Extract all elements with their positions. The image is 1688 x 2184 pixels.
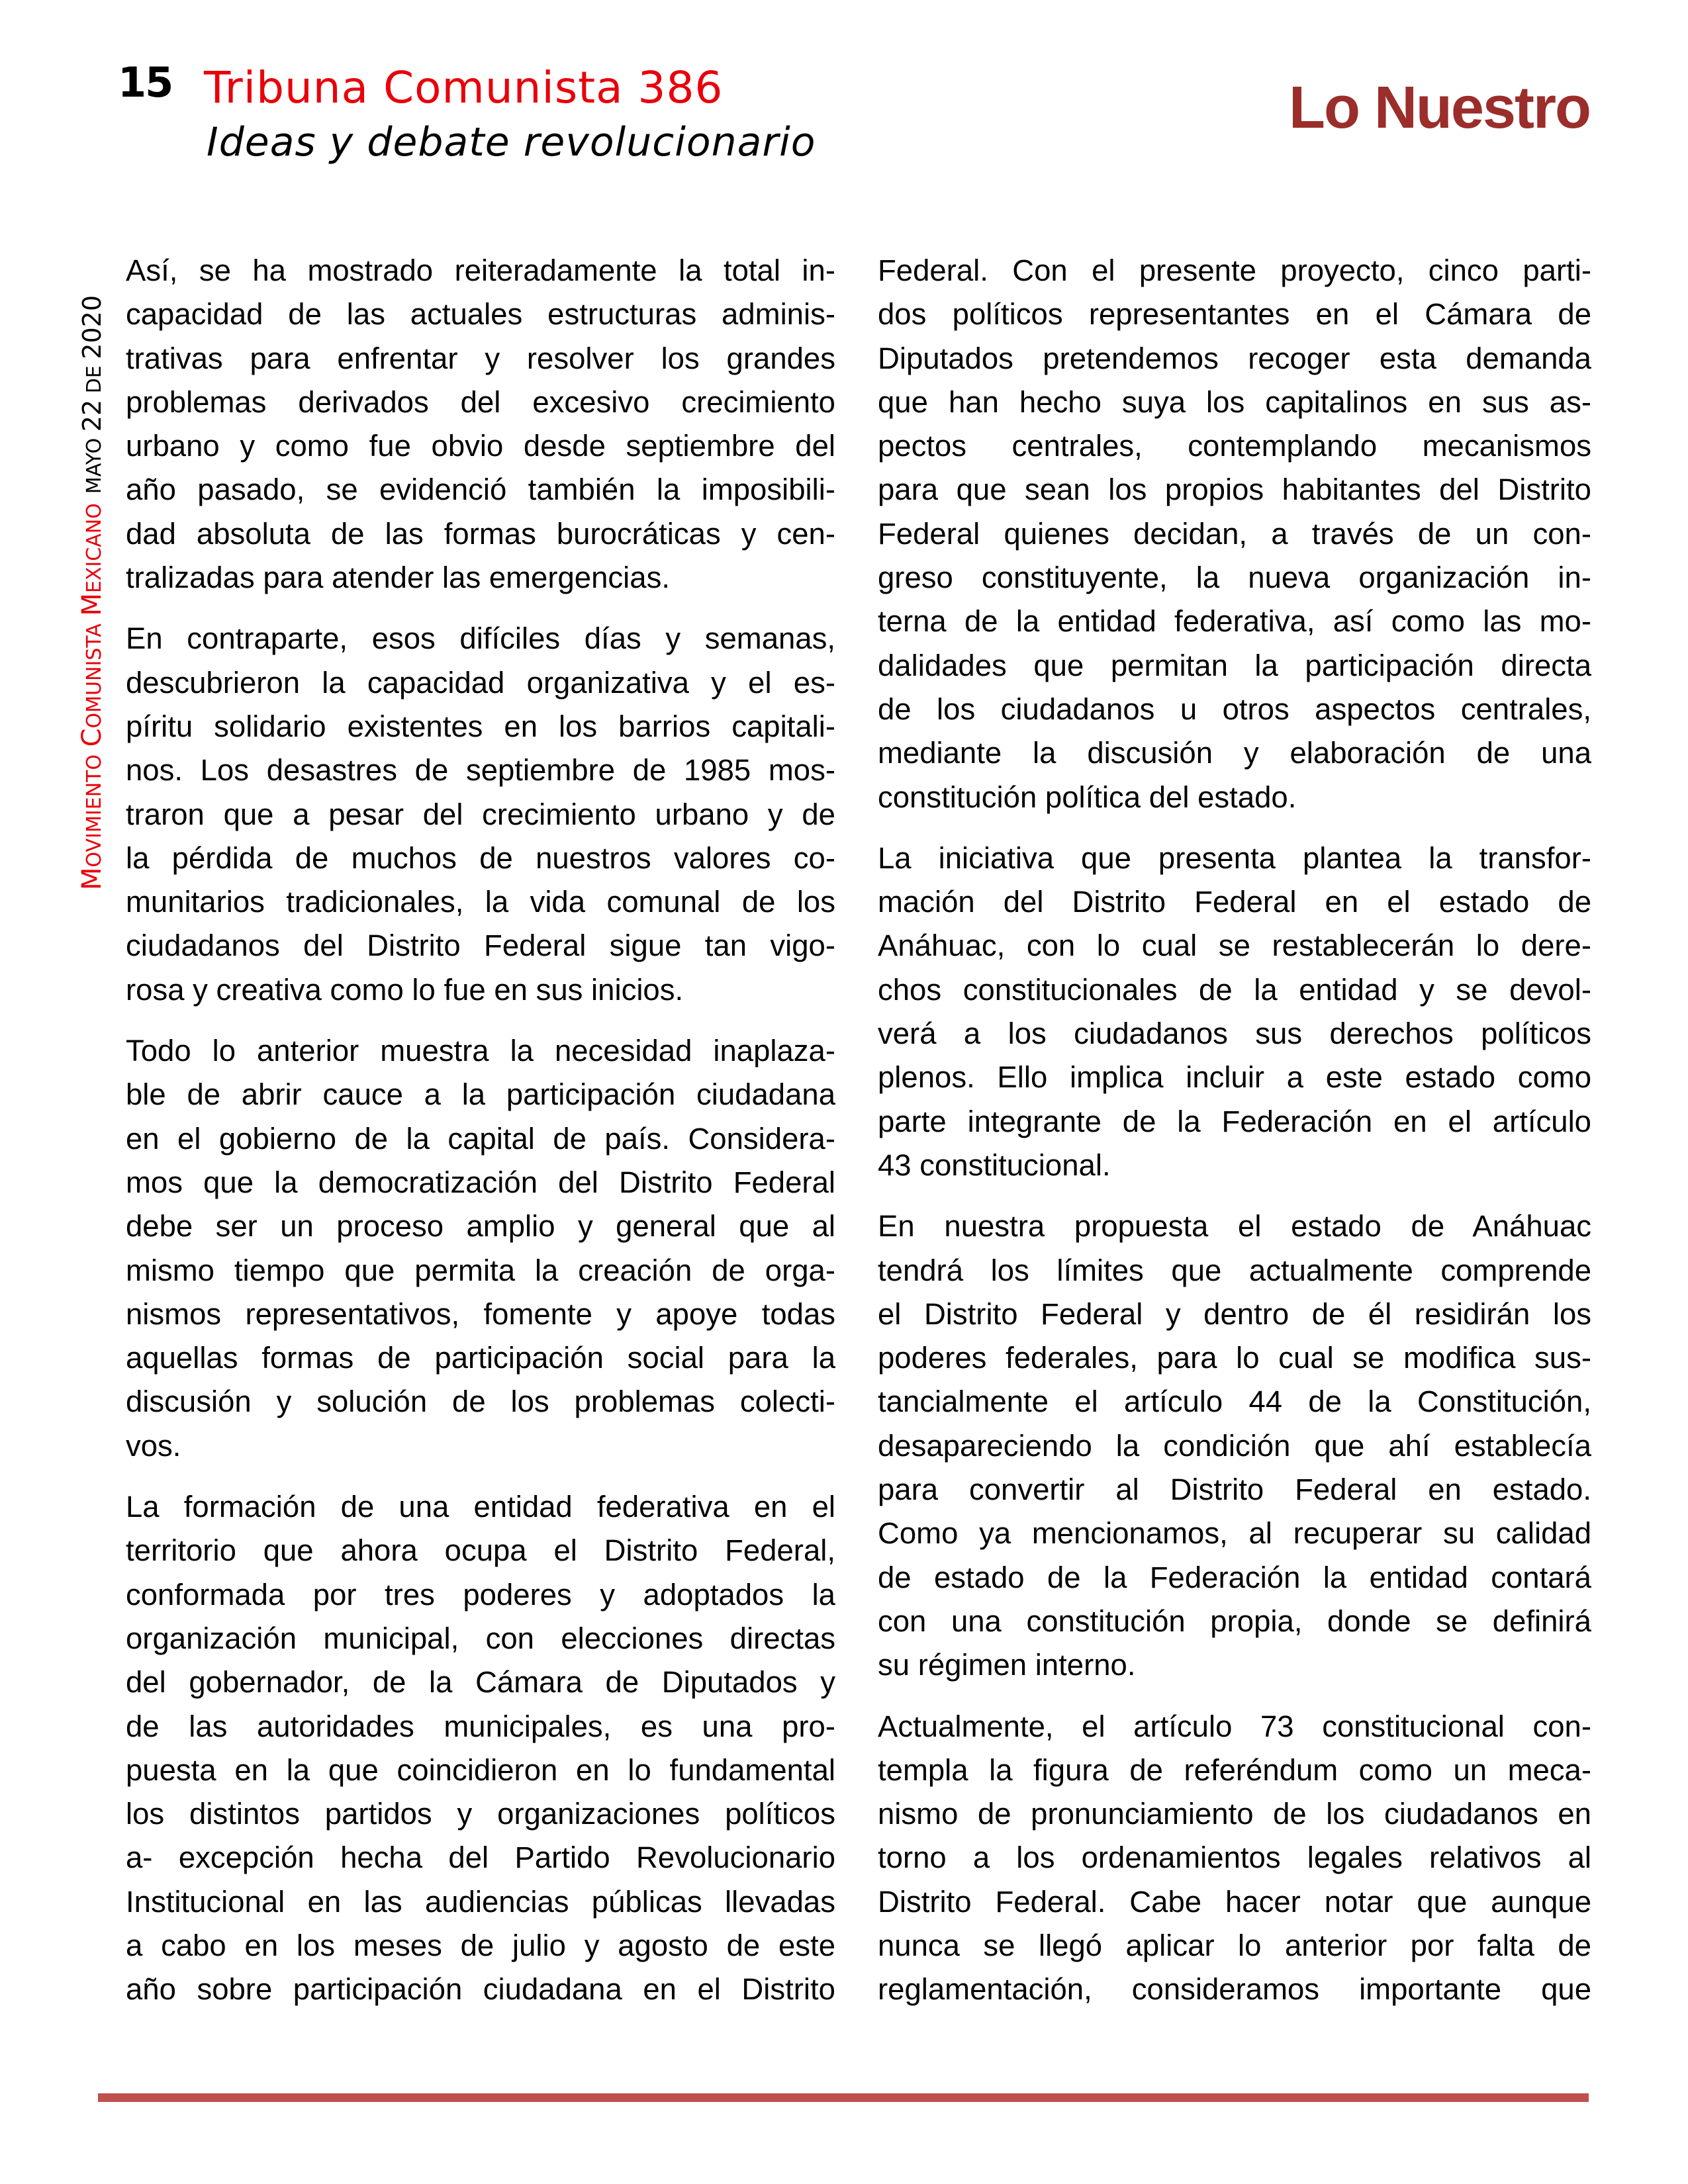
text-line: La iniciativa que presenta plantea la transfor- — [878, 841, 1591, 875]
text-line: traron que a pesar del crecimiento urbano y de — [126, 797, 835, 831]
text-line: La formación de una entidad federativa en el — [126, 1490, 835, 1524]
text-line: de los ciudadanos u otros aspectos centrales, — [878, 692, 1591, 726]
text-line: descubrieron la capacidad organizativa y el es- — [126, 665, 835, 700]
text-line: año sobre participación ciudadana en el Distrito — [126, 1972, 835, 2007]
text-line: greso constituyente, la nueva organización in- — [878, 561, 1591, 595]
text-line: reglamentación, consideramos importante que — [878, 1972, 1591, 2007]
text-line: tralizadas para atender las emergencias. — [126, 561, 670, 595]
text-line: vos. — [126, 1428, 181, 1463]
text-line: Diputados pretendemos recoger esta demanda — [878, 341, 1591, 375]
text-line: tendrá los límites que actualmente comprende — [878, 1253, 1591, 1287]
text-line: dad absoluta de las formas burocráticas y cen- — [126, 516, 835, 551]
article-column-left — [126, 249, 835, 2029]
article-paragraph — [878, 837, 1591, 1187]
text-line: dalidades que permitan la participación directa — [878, 648, 1591, 682]
text-line: puesta en la que coincidieron en lo fundamental — [126, 1752, 835, 1787]
text-line: discusión y solución de los problemas colecti- — [126, 1385, 835, 1419]
text-line: poderes federales, para lo cual se modifica sus- — [878, 1341, 1591, 1375]
text-line: los distintos partidos y organizaciones políticos — [126, 1797, 835, 1831]
text-line: mación del Distrito Federal en el estado de — [878, 885, 1591, 919]
text-line: de las autoridades municipales, es una pro- — [126, 1709, 835, 1743]
text-line: nos. Los desastres de septiembre de 1985 mos- — [126, 753, 835, 788]
text-line: Como ya mencionamos, al recuperar su calidad — [878, 1516, 1591, 1551]
text-line: constitución política del estado. — [878, 780, 1297, 814]
text-line: chos constitucionales de la entidad y se devol- — [878, 972, 1591, 1007]
text-line: Todo lo anterior muestra la necesidad inaplaza- — [126, 1034, 835, 1068]
text-line: trativas para enfrentar y resolver los grandes — [126, 341, 835, 375]
text-line: en el gobierno de la capital de país. Considera- — [126, 1121, 835, 1156]
text-line: aquellas formas de participación social para la — [126, 1341, 835, 1375]
page-number: 15 — [118, 58, 173, 107]
text-line: parte integrante de la Federación en el artículo — [878, 1104, 1591, 1138]
text-line: nunca se llegó aplicar lo anterior por falta de — [878, 1928, 1591, 1962]
text-line: a cabo en los meses de julio y agosto de este — [126, 1928, 835, 1962]
article-paragraph — [126, 617, 835, 1012]
article-paragraph — [878, 1705, 1591, 2012]
text-line: dos políticos representantes en el Cámara de — [878, 297, 1591, 332]
text-line: 43 constitucional. — [878, 1148, 1111, 1182]
text-line: territorio que ahora ocupa el Distrito Federal, — [126, 1533, 835, 1568]
sidebar-organization: MOVIMIENTO COMUNISTA MEXICANO — [77, 503, 107, 890]
publication-subtitle: Ideas y debate revolucionario — [207, 119, 816, 165]
text-line: Así, se ha mostrado reiteradamente la total in- — [126, 253, 835, 287]
text-line: para que sean los propios habitantes del Distrito — [878, 473, 1591, 507]
article-paragraph — [878, 249, 1591, 819]
text-line: nismos representativos, fomente y apoye todas — [126, 1297, 835, 1331]
text-line: ble de abrir cauce a la participación ciudadana — [126, 1077, 835, 1112]
text-line: debe ser un proceso amplio y general que al — [126, 1209, 835, 1244]
bottom-rule-divider — [98, 2093, 1589, 2102]
text-line: de estado de la Federación la entidad contará — [878, 1560, 1591, 1594]
article-paragraph — [878, 1205, 1591, 1687]
text-line: ciudadanos del Distrito Federal sigue tan vigo- — [126, 929, 835, 963]
text-line: pectos centrales, contemplando mecanismos — [878, 429, 1591, 463]
text-line: año pasado, se evidenció también la imposibili- — [126, 473, 835, 507]
text-line: Federal quienes decidan, a través de un con- — [878, 516, 1591, 551]
text-line: capacidad de las actuales estructuras adminis- — [126, 297, 835, 332]
text-line: con una constitución propia, donde se definirá — [878, 1604, 1591, 1638]
text-line: que han hecho suya los capitalinos en sus as- — [878, 385, 1591, 419]
text-line: del gobernador, de la Cámara de Diputados y — [126, 1665, 835, 1700]
article-paragraph — [126, 1029, 835, 1468]
text-line: Distrito Federal. Cabe hacer notar que aunque — [878, 1884, 1591, 1919]
text-line: mediante la discusión y elaboración de una — [878, 736, 1591, 770]
vertical-sidebar-label — [77, 228, 107, 890]
text-line: munitarios tradicionales, la vida comunal de los — [126, 885, 835, 919]
text-line: nismo de pronunciamiento de los ciudadanos en — [878, 1797, 1591, 1831]
text-line: problemas derivados del excesivo crecimiento — [126, 385, 835, 419]
text-line: verá a los ciudadanos sus derechos políticos — [878, 1017, 1591, 1051]
text-line: mos que la democratización del Distrito Federal — [126, 1165, 835, 1199]
text-line: En contraparte, esos difíciles días y semanas, — [126, 621, 835, 656]
text-line: la pérdida de muchos de nuestros valores co- — [126, 841, 835, 875]
text-line: terna de la entidad federativa, así como las mo- — [878, 604, 1591, 639]
text-line: Anáhuac, con lo cual se restablecerán lo dere- — [878, 929, 1591, 963]
text-line: píritu solidario existentes en los barrios capitali- — [126, 709, 835, 743]
text-line: templa la figura de referéndum como un meca- — [878, 1752, 1591, 1787]
article-column-right — [878, 249, 1591, 2029]
text-line: para convertir al Distrito Federal en estado. — [878, 1473, 1591, 1507]
text-line: desapareciendo la condición que ahí establecía — [878, 1428, 1591, 1463]
text-line: Institucional en las audiencias públicas llevadas — [126, 1884, 835, 1919]
article-paragraph — [126, 249, 835, 600]
text-line: Federal. Con el presente proyecto, cinco parti- — [878, 253, 1591, 287]
article-paragraph — [126, 1485, 835, 2012]
text-line: rosa y creativa como lo fue en sus inicios. — [126, 972, 684, 1007]
text-line: su régimen interno. — [878, 1648, 1136, 1682]
text-line: tancialmente el artículo 44 de la Constitución, — [878, 1385, 1591, 1419]
section-title: Lo Nuestro — [1288, 75, 1590, 141]
publication-title: Tribuna Comunista 386 — [204, 62, 724, 113]
sidebar-date: MAYO 22 DE 2020 — [77, 295, 107, 494]
text-line: organización municipal, con elecciones directas — [126, 1621, 835, 1655]
text-line: En nuestra propuesta el estado de Anáhuac — [878, 1209, 1591, 1244]
text-line: conformada por tres poderes y adoptados la — [126, 1577, 835, 1612]
text-line: mismo tiempo que permita la creación de orga- — [126, 1253, 835, 1287]
text-line: urbano y como fue obvio desde septiembre del — [126, 429, 835, 463]
text-line: torno a los ordenamientos legales relativos al — [878, 1841, 1591, 1875]
text-line: el Distrito Federal y dentro de él residirán los — [878, 1297, 1591, 1331]
text-line: a- excepción hecha del Partido Revolucionario — [126, 1841, 835, 1875]
text-line: plenos. Ello implica incluir a este estado como — [878, 1060, 1591, 1095]
text-line: Actualmente, el artículo 73 constitucional con- — [878, 1709, 1591, 1743]
